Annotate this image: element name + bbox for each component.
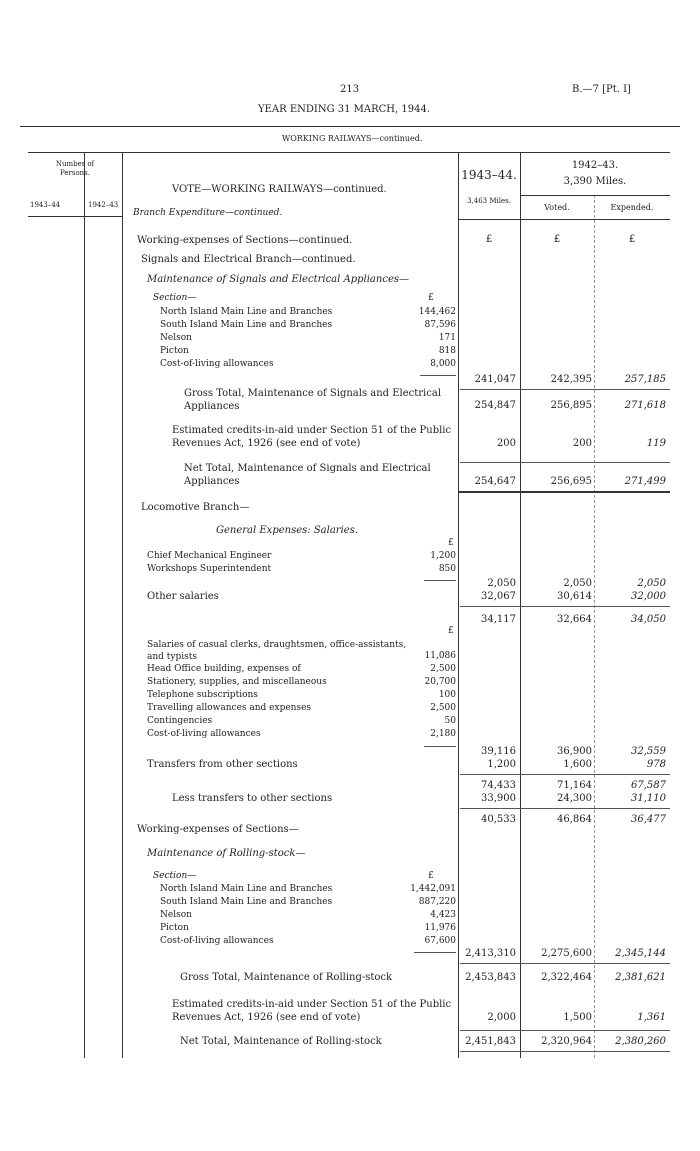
less-transfers-label: Less transfers to other sections [172,793,333,804]
list-item-label: Cost-of-living allowances [160,359,274,369]
list-item-amount: 8,000 [430,359,456,369]
list-item-amount: 171 [438,333,456,343]
list-item-label: Contingencies [147,716,213,726]
general-expenses-heading: General Expenses: Salaries. [216,525,358,536]
net-signals-expended: 271,499 [624,476,666,487]
list-item-amount: 2,500 [430,703,456,713]
page-title: YEAR ENDING 31 MARCH, 1944. [258,104,431,115]
gross-rolling-voted: 2,322,464 [541,972,592,983]
casual-amount: 11,086 [424,651,456,661]
expended-label: Expended. [610,203,654,212]
list-item-amount: 850 [438,564,456,574]
other-salaries-expended: 32,000 [631,591,666,602]
signals-subtotal-expended: 257,185 [624,374,666,385]
col1-miles: 3,463 Miles. [467,197,511,205]
gross-signals-label: Gross Total, Maintenance of Signals and Electrical Appliances [184,388,442,412]
other-salaries-label: Other salaries [147,591,219,602]
credits-signals-expended: 119 [646,438,666,449]
list-item-amount: 67,600 [424,936,456,946]
list-item-amount: 100 [438,690,456,700]
other-salaries-voted: 30,614 [557,591,592,602]
net-rolling-expended: 2,380,260 [615,1036,666,1047]
salaries-total-expended: 34,050 [631,614,666,625]
loco-total-voted: 71,164 [557,780,592,791]
list-item-label: Travelling allowances and expenses [147,703,312,713]
transfers-from-voted: 1,600 [563,759,592,770]
credits-rolling-label: Estimated credits-in-aid under Section 51 of the Public Revenues Act, 1926 (see end of vote) [172,999,452,1023]
net-rolling-voted: 2,320,964 [541,1036,592,1047]
maint-rolling-heading: Maintenance of Rolling-stock— [147,848,306,859]
credits-signals-label: Estimated credits-in-aid under Section 51 of the Public Revenues Act, 1926 (see end of vote) [172,425,452,449]
vote-title: VOTE—WORKING RAILWAYS—continued. [172,184,387,195]
currency-col2: £ [553,234,561,245]
salaries-total-1943: 34,117 [481,614,516,625]
list-item-amount: 2,500 [430,664,456,674]
loco-subtotal-1943: 39,116 [481,746,516,757]
col23-year: 1942–43. [571,160,619,171]
list-item-amount: 50 [444,716,456,726]
list-item-label: South Island Main Line and Branches [160,320,333,330]
less-transfers-voted: 24,300 [557,793,592,804]
salaries-subtotal-voted: 2,050 [563,578,592,589]
list-item-label: Head Office building, expenses of [147,664,301,674]
other-salaries-1943: 32,067 [481,591,516,602]
signals-branch-heading: Signals and Electrical Branch—continued. [141,254,356,265]
number-of-persons-label: Number of Persons. [55,160,95,177]
loco-total-1943: 74,433 [481,780,516,791]
loco-branch-heading: Locomotive Branch— [141,502,250,513]
less-transfers-1943: 33,900 [481,793,516,804]
rolling-subtotal-voted: 2,275,600 [541,948,592,959]
gross-signals-expended: 271,618 [624,400,666,411]
working-expenses-heading-2: Working-expenses of Sections— [137,824,299,835]
salaries-total-voted: 32,664 [557,614,592,625]
currency-inner-3: £ [448,626,454,636]
list-item-label: South Island Main Line and Branches [160,897,333,907]
col1-year: 1943–44. [461,168,517,182]
credits-rolling-voted: 1,500 [563,1012,592,1023]
list-item-label: Stationery, supplies, and miscellaneous [147,677,327,687]
list-item-label: Telephone subscriptions [147,690,258,700]
page-number: 213 [340,84,360,95]
list-item-label: North Island Main Line and Branches [160,884,333,894]
currency-col1: £ [485,234,493,245]
page-subtitle: WORKING RAILWAYS—continued. [282,134,423,143]
loco-net-voted: 46,864 [557,814,592,825]
transfers-from-1943: 1,200 [487,759,516,770]
list-item-amount: 4,423 [430,910,456,920]
list-item-amount: 2,180 [430,729,456,739]
signals-subtotal-1943: 241,047 [474,374,516,385]
list-item-label: Workshops Superintendent [147,564,272,574]
list-item-label: Chief Mechanical Engineer [147,551,272,561]
list-item-label: Nelson [160,910,192,920]
list-item-amount: 818 [438,346,456,356]
list-item-amount: 11,976 [424,923,456,933]
loco-net-1943: 40,533 [481,814,516,825]
salaries-subtotal-1943: 2,050 [487,578,516,589]
credits-rolling-expended: 1,361 [637,1012,666,1023]
credits-signals-1943: 200 [496,438,516,449]
list-item-amount: 20,700 [424,677,456,687]
net-signals-1943: 254,647 [474,476,516,487]
gross-signals-1943: 254,847 [474,400,516,411]
list-item-label: Picton [160,346,189,356]
year-1943-44: 1943–44 [30,201,61,209]
currency-inner: £ [428,293,434,303]
year-1942-43: 1942–43 [88,201,119,209]
credits-rolling-1943: 2,000 [487,1012,516,1023]
loco-total-expended: 67,587 [631,780,666,791]
gross-rolling-1943: 2,453,843 [465,972,516,983]
list-item-label: Picton [160,923,189,933]
list-item-label: North Island Main Line and Branches [160,307,333,317]
section-label-2: Section— [153,871,197,881]
currency-col3: £ [628,234,636,245]
maint-signals-heading: Maintenance of Signals and Electrical Appliances— [147,274,409,285]
net-rolling-label: Net Total, Maintenance of Rolling-stock [180,1036,382,1047]
net-signals-voted: 256,695 [550,476,592,487]
list-item-amount: 1,442,091 [410,884,456,894]
list-item-label: Cost-of-living allowances [147,729,261,739]
section-label: Section— [153,293,197,303]
loco-net-expended: 36,477 [631,814,666,825]
working-expenses-heading: Working-expenses of Sections—continued. [137,235,353,246]
salaries-subtotal-expended: 2,050 [637,578,666,589]
col23-miles: 3,390 Miles. [563,176,627,187]
voted-label: Voted. [544,203,570,212]
gross-signals-voted: 256,895 [550,400,592,411]
gross-rolling-expended: 2,381,621 [615,972,666,983]
loco-subtotal-voted: 36,900 [557,746,592,757]
transfers-from-label: Transfers from other sections [147,759,298,770]
signals-subtotal-voted: 242,395 [550,374,592,385]
rolling-subtotal-expended: 2,345,144 [615,948,666,959]
list-item-label: Cost-of-living allowances [160,936,274,946]
rolling-subtotal-1943: 2,413,310 [465,948,516,959]
net-rolling-1943: 2,451,843 [465,1036,516,1047]
list-item-amount: 144,462 [418,307,456,317]
loco-subtotal-expended: 32,559 [631,746,666,757]
doc-ref: B.—7 [Pt. I] [572,84,631,95]
gross-rolling-label: Gross Total, Maintenance of Rolling-stock [180,972,393,983]
net-signals-label: Net Total, Maintenance of Signals and Electrical Appliances [184,463,431,487]
branch-expenditure: Branch Expenditure—continued. [133,208,283,218]
currency-inner-2: £ [448,538,454,548]
list-item-label: Nelson [160,333,192,343]
casual-label: Salaries of casual clerks, draughtsmen, office-assistants, and typists [147,640,407,662]
credits-signals-voted: 200 [572,438,592,449]
list-item-amount: 887,220 [418,897,456,907]
less-transfers-expended: 31,110 [631,793,666,804]
list-item-amount: 87,596 [424,320,456,330]
currency-inner-4: £ [428,871,434,881]
list-item-amount: 1,200 [430,551,456,561]
transfers-from-expended: 978 [646,759,666,770]
